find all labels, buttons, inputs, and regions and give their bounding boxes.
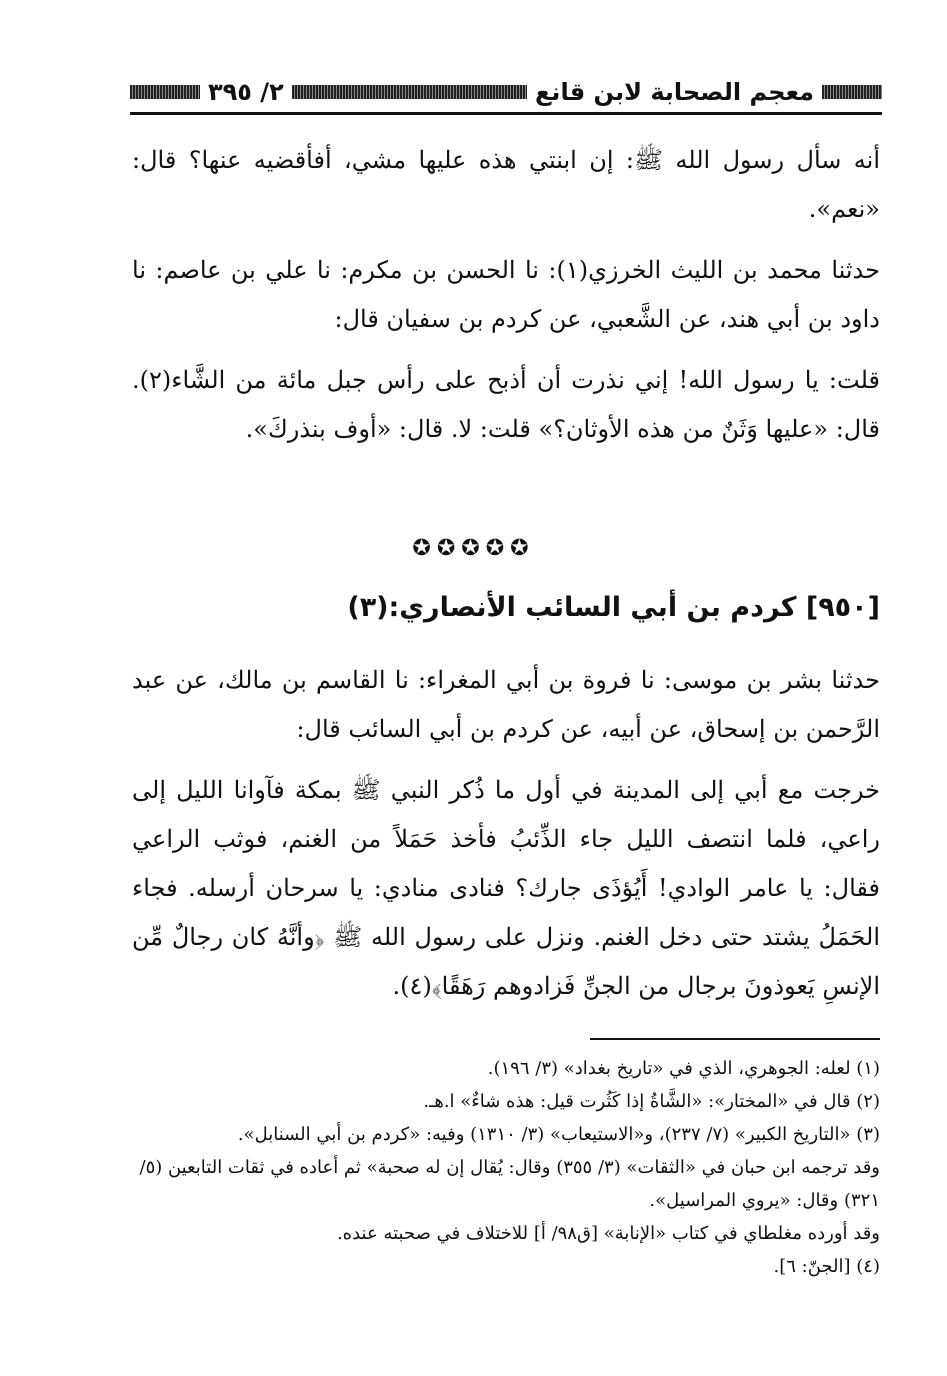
section-separator: ✪✪✪✪✪ xyxy=(412,536,535,561)
header-rule xyxy=(130,112,882,115)
footnote: وقد أورده مغلطاي في كتاب «الإنابة» [ق٩٨/ أ] للاختلاف في صحبته عنده. xyxy=(336,1223,880,1244)
entry-heading: [٩٥٠] كردم بن أبي السائب الأنصاري:(٣) xyxy=(347,592,880,623)
footnote-rule xyxy=(590,1038,880,1040)
header-ornament-left xyxy=(130,85,200,99)
page-number: ٢/ ٣٩٥ xyxy=(208,78,284,106)
header-ornament-middle xyxy=(292,85,527,99)
paragraph: خرجت مع أبي إلى المدينة في أول ما ذُكر النبي ﷺ بمكة فآوانا الليل إلى راعي، فلما انتصف الليل جاء الذِّئبُ فأخذ حَمَلاً من الغنم، فوثب الراعي فقال: يا عامر الوادي! أَيُؤذَى جارك؟ فنادى منادي: يا سرحان أرسله. فجاء الحَمَلُ يشتد حتى دخل الغنم. ونزل على رسول الله ﷺ ﴿وأنَّهُ كان رجالٌ مِّن الإنسِ يَعوذونَ برجال من الجنِّ فَزادوهم رَهَقًا﴾(٤). xyxy=(132,776,880,1000)
footnote: (٢) قال في «المختار»: «الشَّاةُ إذا كَثُرت قيل: هذه شاءٌ» ا.هـ. xyxy=(423,1091,880,1112)
footnotes xyxy=(132,1052,880,1283)
paragraph: أنه سأل رسول الله ﷺ: إن ابنتي هذه عليها مشي، أفأقضيه عنها؟ قال: «نعم». xyxy=(132,146,880,223)
paragraph: حدثنا بشر بن موسى: نا فروة بن أبي المغراء: نا القاسم بن مالك، عن عبد الرَّحمن بن إسحاق، عن أبيه، عن كردم بن أبي السائب قال: xyxy=(132,666,880,743)
entry-text xyxy=(132,656,880,1023)
top-text xyxy=(132,136,880,466)
paragraph: قلت: يا رسول الله! إني نذرت أن أذبح على رأس جبل مائة من الشَّاء(٢). قال: «عليها وَثَنٌ من هذه الأوثان؟» قلت: لا. قال: «أوف بنذركَ». xyxy=(132,366,880,443)
book-title: معجم الصحابة لابن قانع xyxy=(535,78,814,106)
running-header xyxy=(130,74,882,110)
footnote: (٣) «التاريخ الكبير» (٧/ ٢٣٧)، و«الاستيعاب» (٣/ ١٣١٠) وفيه: «كردم بن أبي السنابل». xyxy=(237,1124,880,1145)
footnote: وقد ترجمه ابن حبان في «الثقات» (٣/ ٣٥٥) وقال: يُقال إن له صحبة» ثم أعاده في ثقات التابعين (٥/ ٣٢١) وقال: «يروي المراسيل». xyxy=(139,1157,880,1211)
footnote: (٤) [الجنّ: ٦]. xyxy=(773,1256,880,1277)
header-ornament-right xyxy=(822,85,882,99)
footnote: (١) لعله: الجوهري، الذي في «تاريخ بغداد» (٣/ ١٩٦). xyxy=(487,1058,880,1079)
paragraph: حدثنا محمد بن الليث الخرزي(١): نا الحسن بن مكرم: نا علي بن عاصم: نا داود بن أبي هند، عن الشَّعبي، عن كردم بن سفيان قال: xyxy=(132,256,880,333)
